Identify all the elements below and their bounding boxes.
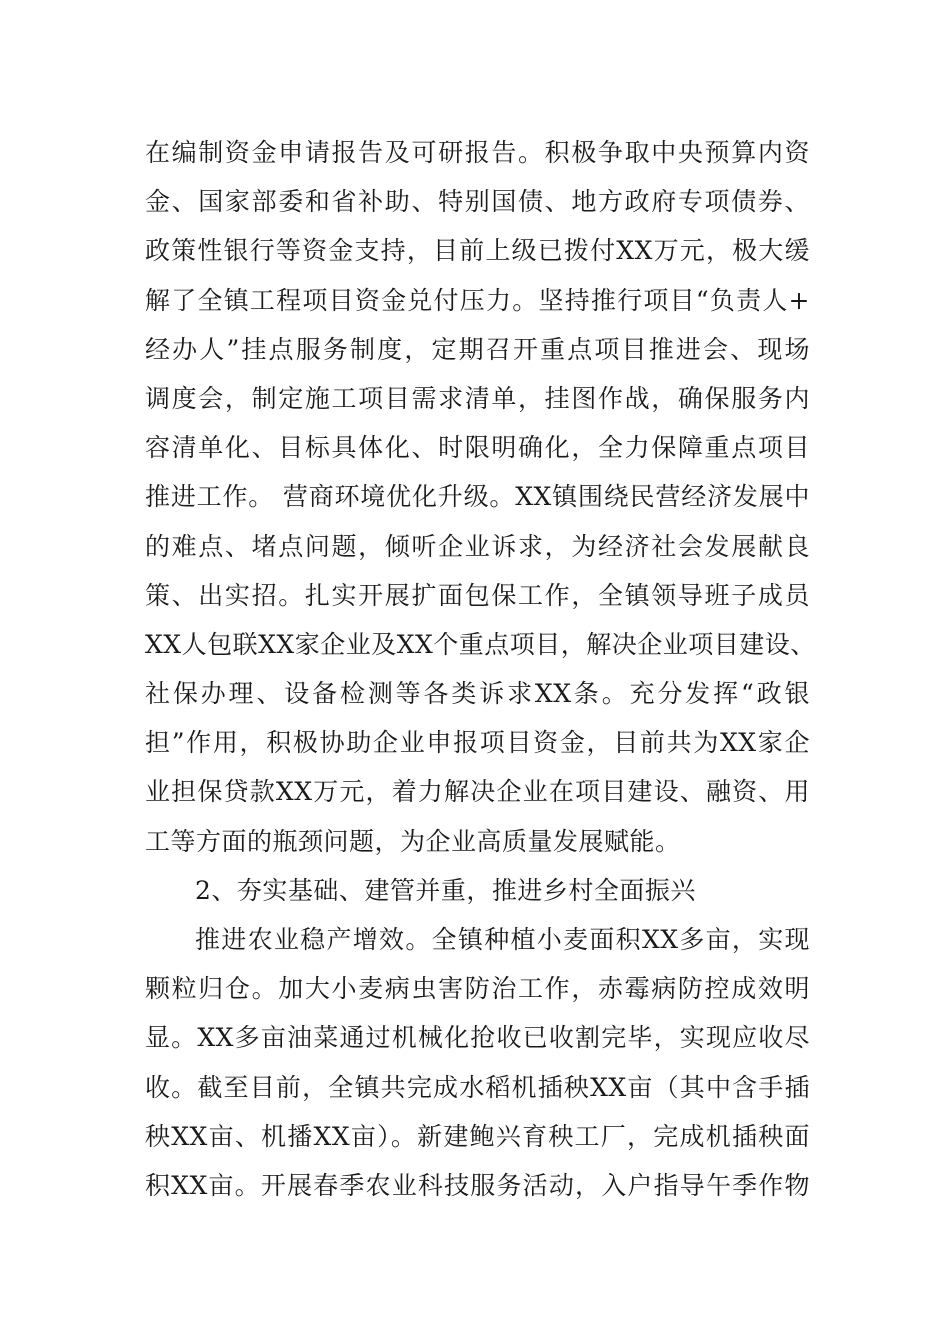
- text-line: 经办人”挂点服务制度，定期召开重点项目推进会、现场: [145, 334, 810, 364]
- text-line: 推进工作。 营商环境优化升级。XX镇围绕民营经济发展中: [145, 482, 810, 512]
- section-heading: 2、夯实基础、建管并重，推进乡村全面振兴: [195, 875, 696, 905]
- text-line: 积XX亩。开展春季农业科技服务活动，入户指导午季作物: [145, 1170, 810, 1200]
- text-line: 金、国家部委和省补助、特别国债、地方政府专项债券、: [145, 187, 810, 217]
- text-line: 推进农业稳产增效。全镇种植小麦面积XX多亩，实现: [195, 925, 810, 954]
- text-line: 社保办理、设备检测等各类诉求XX条。充分发挥“政银: [145, 679, 810, 709]
- text-line: 秧XX亩、机播XX亩）。新建鲍兴育秧工厂，完成机插秧面: [145, 1121, 810, 1151]
- text-line: 政策性银行等资金支持，目前上级已拨付XX万元，极大缓: [145, 236, 810, 266]
- text-line: 业担保贷款XX万元，着力解决企业在项目建设、融资、用: [145, 777, 810, 807]
- text-line: 收。截至目前，全镇共完成水稻机插秧XX亩（其中含手插: [145, 1072, 810, 1102]
- text-line: 策、出实招。扎实开展扩面包保工作，全镇领导班子成员: [145, 580, 810, 610]
- text-line: 显。XX多亩油菜通过机械化抢收已收割完毕，实现应收尽: [145, 1023, 810, 1053]
- text-line: 在编制资金申请报告及可研报告。积极争取中央预算内资: [145, 138, 810, 167]
- text-line: 担”作用，积极协助企业申报项目资金，目前共为XX家企: [145, 728, 810, 758]
- text-line: 解了全镇工程项目资金兑付压力。坚持推行项目“负责人+: [145, 285, 810, 315]
- document-body: [145, 128, 816, 1210]
- text-line: 容清单化、目标具体化、时限明确化，全力保障重点项目: [145, 433, 810, 463]
- text-line: 工等方面的瓶颈问题，为企业高质量发展赋能。: [145, 826, 681, 856]
- text-line: 的难点、堵点问题，倾听企业诉求，为经济社会发展献良: [145, 531, 810, 561]
- text-line: 调度会，制定施工项目需求清单，挂图作战，确保服务内: [145, 383, 810, 413]
- text-line: XX人包联XX家企业及XX个重点项目，解决企业项目建设、: [145, 629, 816, 659]
- text-line: 颗粒归仓。加大小麦病虫害防治工作，赤霉病防控成效明: [145, 974, 810, 1004]
